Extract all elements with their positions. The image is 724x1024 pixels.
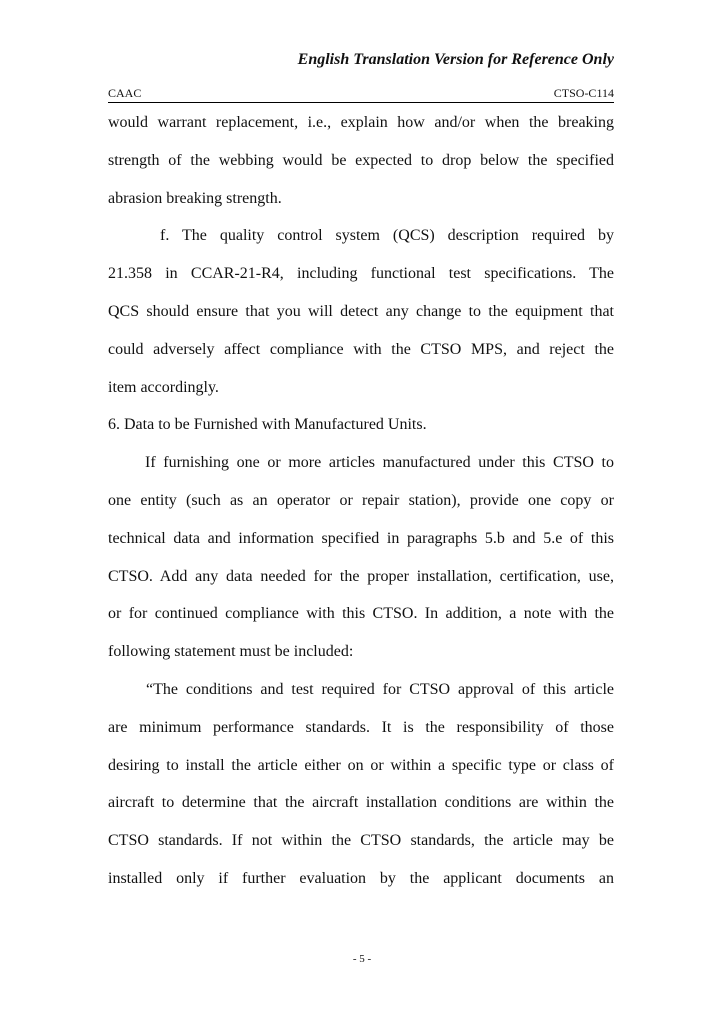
text-line: f. The quality control system (QCS) description required by [160, 227, 614, 245]
header-org: CAAC [108, 86, 142, 100]
section-heading: 6. Data to be Furnished with Manufactured Units. [108, 416, 427, 434]
text-line: could adversely affect compliance with the CTSO MPS, and reject the [108, 340, 614, 358]
text-line: following statement must be included: [108, 643, 354, 661]
text-line: item accordingly. [108, 378, 219, 396]
text-line: QCS should ensure that you will detect any change to the equipment that [108, 302, 614, 320]
document-body [108, 108, 614, 902]
text-line: technical data and information specified in paragraphs 5.b and 5.e of this [108, 529, 614, 547]
text-line: If furnishing one or more articles manufactured under this CTSO to [145, 454, 614, 472]
text-line: abrasion breaking strength. [108, 189, 282, 207]
text-line: 21.358 in CCAR-21-R4, including functional test specifications. The [108, 265, 614, 283]
page-number: - 5 - [352, 953, 372, 965]
text-line: aircraft to determine that the aircraft installation conditions are within the [108, 794, 614, 812]
header-rule [108, 102, 614, 103]
text-line: installed only if further evaluation by the applicant documents an [108, 869, 614, 887]
text-line: CTSO. Add any data needed for the proper installation, certification, use, [108, 567, 614, 585]
translation-banner: English Translation Version for Reference Only [297, 51, 614, 68]
text-line: strength of the webbing would be expected to drop below the specified [108, 151, 614, 169]
text-line: or for continued compliance with this CTSO. In addition, a note with the [108, 605, 614, 623]
text-line: desiring to install the article either on or within a specific type or class of [108, 756, 614, 774]
text-line: one entity (such as an operator or repair station), provide one copy or [108, 491, 614, 509]
text-line: are minimum performance standards. It is the responsibility of those [108, 718, 614, 736]
header-doc-id: CTSO-C114 [553, 86, 614, 100]
text-line: “The conditions and test required for CTSO approval of this article [146, 680, 614, 698]
text-line: CTSO standards. If not within the CTSO standards, the article may be [108, 832, 614, 850]
text-line: would warrant replacement, i.e., explain how and/or when the breaking [108, 114, 614, 131]
